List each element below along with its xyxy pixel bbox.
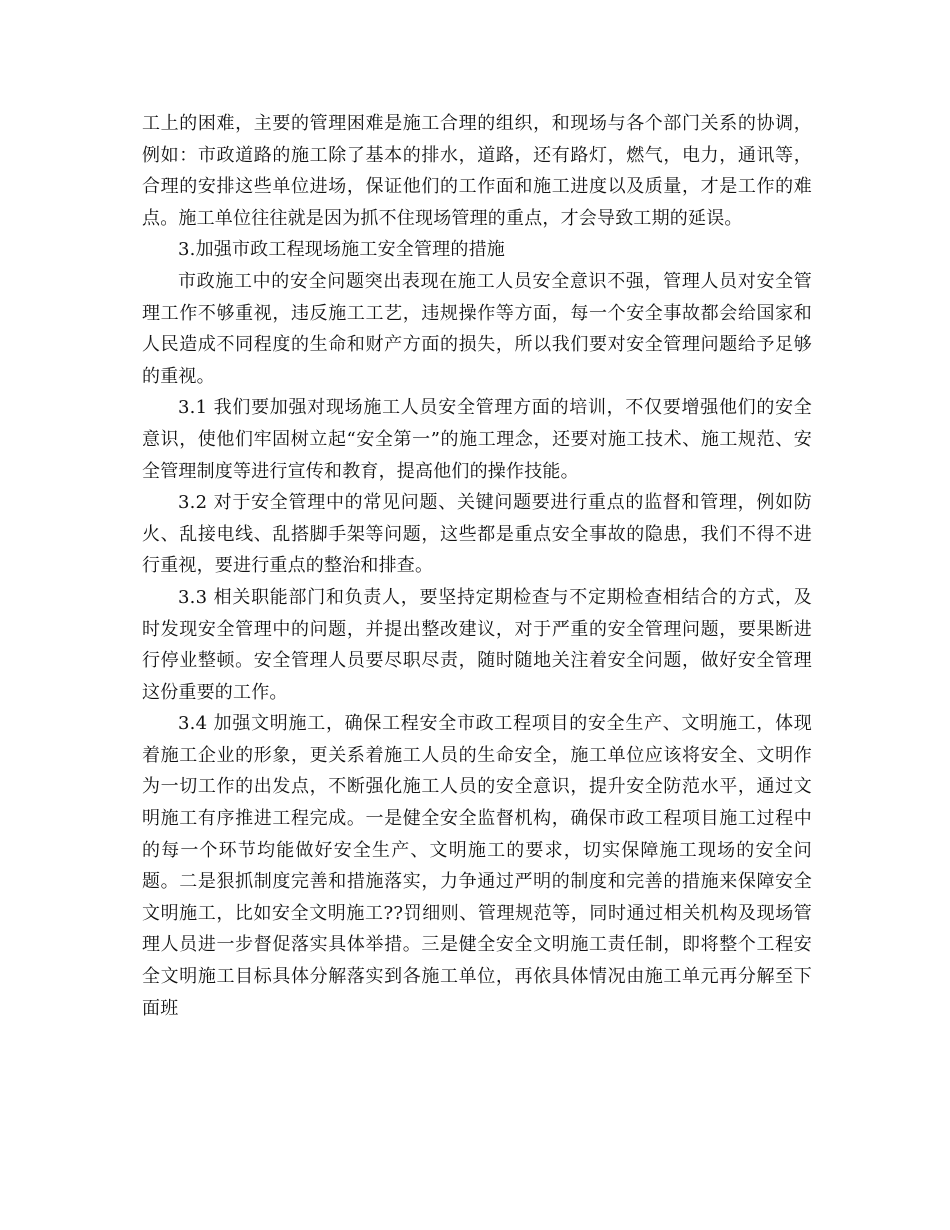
paragraph-3-3: 3.3 相关职能部门和负责人，要坚持定期检查与不定期检查相结合的方式，及时发现安全管理中的问题，并提出整改建议，对于严重的安全管理问题，要果断进行停业整顿。安全管理人员要尽职尽责，随时随地关注着安全问题，做好安全管理这份重要的工作。 <box>142 586 812 703</box>
paragraph-3-1: 3.1 我们要加强对现场施工人员安全管理方面的培训，不仅要增强他们的安全意识，使他们牢固树立起“安全第一”的施工理念，还要对施工技术、施工规范、安全管理制度等进行宣传和教育，提高他们的操作技能。 <box>142 397 812 482</box>
paragraph-3-2: 3.2 对于安全管理中的常见问题、关键问题要进行重点的监督和管理，例如防火、乱接电线、乱搭脚手架等问题，这些都是重点安全事故的隐患，我们不得不进行重视，要进行重点的整治和排查。 <box>142 492 812 577</box>
paragraph-3-4: 3.4 加强文明施工，确保工程安全市政工程项目的安全生产、文明施工，体现着施工企业的形象，更关系着施工人员的生命安全，施工单位应该将安全、文明作为一切工作的出发点，不断强化施工人员的安全意识，提升安全防范水平，通过文明施工有序推进工程完成。一是健全安全监督机构，确保市政工程项目施工过程中的每一个环节均能做好安全生产、文明施工的要求，切实保障施工现场的安全问题。二是狠抓制度完善和措施落实，力争通过严明的制度和完善的措施来保障安全文明施工，比如安全文明施工??罚细则、管理规范等，同时通过相关机构及现场管理人员进一步督促落实具体举措。三是健全安全文明施工责任制，即将整个工程安全文明施工目标具体分解落实到各施工单位，再依具体情况由施工单元再分解至下面班 <box>142 713 812 1019</box>
paragraph-continuation: 工上的困难，主要的管理困难是施工合理的组织，和现场与各个部门关系的协调，例如：市政道路的施工除了基本的排水，道路，还有路灯，燃气，电力，通讯等，合理的安排这些单位进场，保证他们的工作面和施工进度以及质量，才是工作的难点。施工单位往往就是因为抓不住现场管理的重点，才会导致工期的延误。 <box>142 113 812 229</box>
document-page <box>142 108 812 1024</box>
paragraph-intro: 市政施工中的安全问题突出表现在施工人员安全意识不强，管理人员对安全管理工作不够重视，违反施工工艺，违规操作等方面，每一个安全事故都会给国家和人民造成不同程度的生命和财产方面的损失，所以我们要对安全管理问题给予足够的重视。 <box>142 270 812 387</box>
section-heading: 3.加强市政工程现场施工安全管理的措施 <box>178 239 505 261</box>
